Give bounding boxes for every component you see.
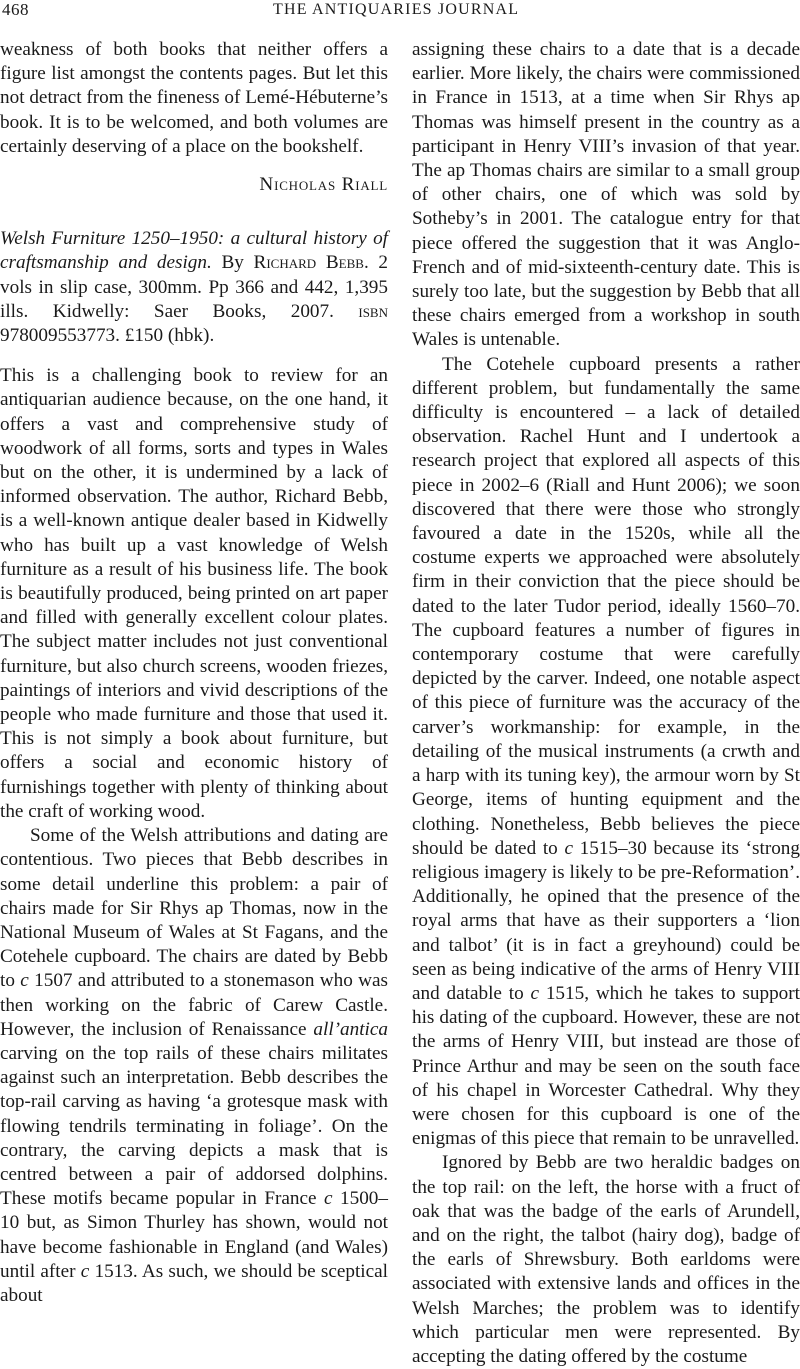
review-continued-paragraph: weakness of both books that neither offers a figure list amongst the contents pages. But let this not detract from the fineness of Lemé-Hébuterne’s book. It is to be welcomed, and both volumes are certainly deserving of a place on the bookshelf. bbox=[0, 39, 388, 157]
text-run: carving on the top rails of these chairs militates against such an interpretation. Bebb describes the top-rail carving as having ‘a grotesque mask with flowing tendrils terminating in foliage’. On the contrary, the carving depicts a mask that is centred between a pair of addorsed dolphins. These motifs became popular in France bbox=[0, 1042, 388, 1210]
body-paragraph-4: Ignored by Bebb are two heraldic badges on the top rail: on the left, the horse with a fruct of oak that was the badge of the earls of Arundell, and on the right, the talbot (hairy dog), badge of the earls of Shrewsbury. Both earldoms were associated with extensive lands and offices in the Welsh Marches; the problem was to identify which particular men were represented. By accepting the dating offered by the costume bbox=[412, 1152, 800, 1367]
book-author: Richard Bebb bbox=[253, 252, 364, 274]
left-column bbox=[0, 38, 388, 1308]
italic-term: all’antica bbox=[313, 1018, 388, 1040]
running-head: THE ANTIQUARIES JOURNAL bbox=[273, 1, 520, 18]
page-header bbox=[0, 0, 800, 24]
text-run: 1515, which he takes to support his dating of the cupboard. However, these are not the arms of Henry VIII, but instead are those of Prince Arthur and may be seen on the south face of his chapel in Worcester Cathedral. Why they were chosen for this cupboard is one of the enigmas of this piece that remain to be unravelled. bbox=[412, 982, 800, 1150]
text-run: 1507 and attributed to a stonemason who was then working on the fabric of Carew Castle. However, the inclusion of Renaissance bbox=[0, 970, 388, 1040]
book-title: Welsh Furniture 1250–1950: a cultural history of craftsmanship and design. bbox=[0, 228, 388, 274]
citation-isbn-price: 978009553773. £150 (hbk). bbox=[0, 325, 215, 347]
right-column bbox=[412, 38, 800, 1369]
body-paragraph-1: This is a challenging book to review for an antiquarian audience because, on the one hand, it offers a vast and comprehensive study of woodwork of all forms, sorts and types in Wales but on the other, it is undermined by a lack of informed observation. The author, Richard Bebb, is a well-known antique dealer based in Kidwelly who has built up a vast knowledge of Welsh furniture as a result of his business life. The book is beautifully produced, being printed on art paper and filled with generally excellent colour plates. The subject matter includes not just conventional furniture, but also church screens, wooden friezes, paintings of interiors and vivid descriptions of the people who made furniture and those that used it. This is not simply a book about furniture, but offers a social and economic history of furnishings together with plenty of thinking about the craft of working wood. bbox=[0, 365, 388, 822]
circa-italic: c bbox=[324, 1188, 333, 1210]
page-number: 468 bbox=[2, 0, 29, 19]
body-paragraph-3 bbox=[412, 353, 800, 1152]
text-run: 1515–30 because its ‘strong religious imagery is likely to be pre-Reformation’. Additionally, he opined that the presence of the royal arms that have as their supporters a ‘lion and talbot’ (it is in fact a greyhound) could be seen as being indicative of the arms of Henry VIII and datable to bbox=[412, 837, 800, 1004]
circa-italic: c bbox=[564, 837, 573, 859]
book-citation bbox=[0, 227, 388, 348]
text-run: Some of the Welsh attributions and dating are contentious. Two pieces that Bebb describes in some detail underline this problem: a pair of chairs made for Sir Rhys ap Thomas, now in the National Museum of Wales at St Fagans, and the Cotehele cupboard. The chairs are dated by Bebb to bbox=[0, 825, 388, 992]
citation-by: By bbox=[221, 252, 244, 274]
body-paragraph-continued: assigning these chairs to a date that is a decade earlier. More likely, the chairs were commissioned in France in 1513, at a time when Sir Rhys ap Thomas was himself present in the country as a participant in Henry VIII’s invasion of that year. The ap Thomas chairs are similar to a small group of other chairs, one of which was sold by Sotheby’s in 2001. The catalogue entry for that piece offered the suggestion that it was Anglo-French and of mid-sixteenth-century date. This is surely too late, but the suggestion by Bebb that all these chairs emerged from a workshop in south Wales is untenable. bbox=[412, 39, 800, 351]
circa-italic: c bbox=[20, 970, 29, 992]
circa-italic: c bbox=[530, 982, 540, 1004]
isbn-label: isbn bbox=[358, 300, 388, 322]
text-run: 1500–10 but, as Simon Thurley has shown, would not have become fashionable in England (and Wales) until after bbox=[0, 1188, 388, 1282]
circa-italic: c bbox=[80, 1260, 90, 1282]
reviewer-signature: Nicholas Riall bbox=[259, 174, 388, 196]
citation-details: . 2 vols in slip case, 300mm. Pp 366 and 442, 1,395 ills. Kidwelly: Saer Books, 2007. bbox=[0, 252, 389, 322]
text-run: 1513. As such, we should be sceptical about bbox=[0, 1260, 388, 1306]
text-run: The Cotehele cupboard presents a rather different problem, but fundamentally the same difficulty is encountered – a lack of detailed observation. Rachel Hunt and I undertook a research project that explored all aspects of this piece in 2002–6 (Riall and Hunt 2006); we soon discovered that there were those who strongly favoured a date in the 1520s, while all the costume experts we approached were absolutely firm in their conviction that the piece should be dated to the later Tudor period, ideally 1560–70. The cupboard features a number of figures in contemporary costume that were carefully depicted by the carver. Indeed, one notable aspect of this piece of furniture was the accuracy of the carver’s workmanship: for example, in the detailing of the musical instruments (a crwth and a harp with its tuning key), the armour worn by St George, items of hunting equipment and the clothing. Nonetheless, Bebb believes the piece should be dated to bbox=[412, 353, 800, 859]
body-paragraph-2 bbox=[0, 824, 388, 1308]
